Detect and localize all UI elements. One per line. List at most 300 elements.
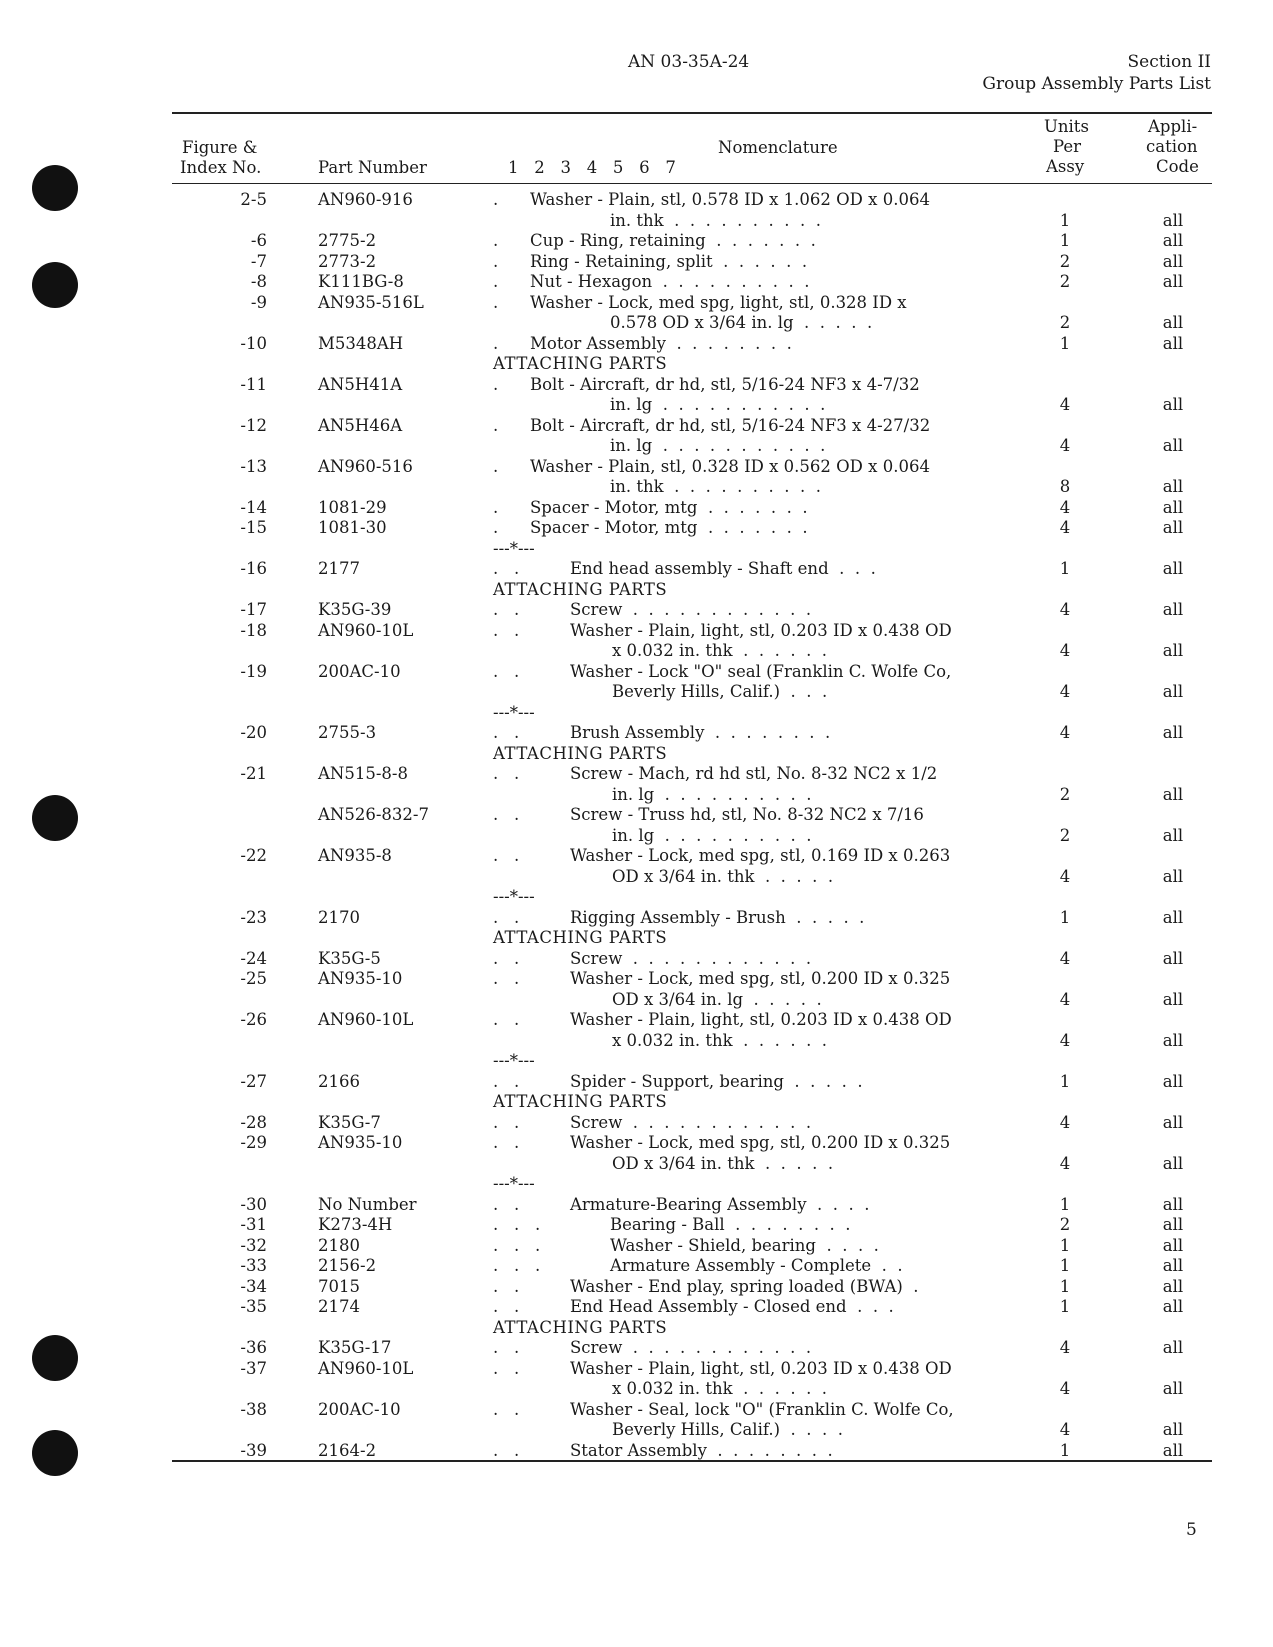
nomenclature: Washer - Shield, bearing . . . . — [610, 1235, 879, 1255]
application-code: all — [1162, 1112, 1184, 1132]
section-title: Group Assembly Parts List — [982, 74, 1211, 94]
part-number: AN960-516 — [318, 456, 413, 476]
col-figure-index-line1: Figure & — [182, 138, 258, 157]
units-per-assy: 2 — [1059, 1215, 1071, 1234]
index-number: -12 — [240, 415, 267, 435]
part-number: 2177 — [318, 559, 360, 578]
table-row — [0, 1277, 1273, 1298]
nomenclature: Washer - Plain, stl, 0.328 ID x 0.562 OD x 0.064 — [530, 456, 930, 476]
header-rule — [172, 112, 1212, 114]
table-row — [0, 682, 1273, 703]
nomenclature: Screw - Truss hd, stl, No. 8-32 NC2 x 7/16 — [570, 805, 924, 824]
application-code: all — [1162, 518, 1184, 537]
table-row — [0, 436, 1273, 457]
application-code: all — [1162, 477, 1184, 496]
table-row — [0, 846, 1273, 867]
application-code: all — [1162, 272, 1184, 291]
units-per-assy: 8 — [1059, 477, 1071, 496]
table-row — [0, 1113, 1273, 1134]
section-label: Section II — [1127, 52, 1211, 72]
table-row — [0, 457, 1273, 478]
application-code: all — [1162, 1297, 1184, 1316]
index-number: -8 — [250, 272, 267, 291]
table-row — [0, 662, 1273, 683]
index-number: -16 — [240, 559, 267, 578]
index-number: -18 — [240, 620, 267, 640]
units-per-assy: 4 — [1059, 641, 1071, 660]
index-number: -31 — [240, 1215, 267, 1234]
units-per-assy: 2 — [1059, 251, 1071, 271]
units-per-assy: 4 — [1059, 989, 1071, 1009]
indent-marker: . . — [493, 1010, 520, 1029]
indent-marker: . . — [493, 620, 520, 640]
part-number: AN935-10 — [318, 1133, 403, 1152]
units-per-assy: 4 — [1059, 1420, 1071, 1439]
part-number: K35G-39 — [318, 600, 392, 619]
table-row — [0, 723, 1273, 744]
index-number: -26 — [240, 1010, 267, 1029]
index-number: -24 — [240, 948, 267, 968]
nomenclature: Beverly Hills, Calif.) . . . — [570, 682, 828, 701]
part-number: 1081-29 — [318, 497, 387, 517]
part-number: AN960-916 — [318, 190, 413, 209]
table-row — [0, 395, 1273, 416]
nomenclature: Motor Assembly . . . . . . . . — [530, 333, 792, 353]
footer-rule — [172, 1460, 1212, 1462]
indent-marker: . . — [493, 1133, 520, 1152]
part-number: AN960-10L — [318, 1010, 414, 1029]
units-per-assy: 4 — [1059, 497, 1071, 517]
table-row — [0, 1379, 1273, 1400]
part-number: K35G-17 — [318, 1338, 392, 1357]
table-row — [0, 498, 1273, 519]
indent-marker: . — [493, 190, 499, 209]
table-row — [0, 375, 1273, 396]
part-number: K35G-7 — [318, 1112, 381, 1132]
nomenclature: Screw . . . . . . . . . . . . — [570, 948, 812, 968]
nomenclature: Nut - Hexagon . . . . . . . . . . — [530, 272, 810, 291]
units-per-assy: 1 — [1059, 1071, 1071, 1091]
part-number: 2164-2 — [318, 1440, 377, 1460]
application-code: all — [1162, 641, 1184, 660]
index-number: -33 — [240, 1256, 267, 1275]
application-code: all — [1162, 1153, 1184, 1173]
table-row — [0, 1256, 1273, 1277]
col-indent-levels: 1 2 3 4 5 6 7 — [508, 158, 676, 177]
units-per-assy: 4 — [1059, 436, 1071, 455]
nomenclature: in. lg . . . . . . . . . . . — [610, 436, 826, 455]
units-per-assy: 1 — [1059, 559, 1071, 578]
index-number: -20 — [240, 723, 267, 742]
nomenclature: x 0.032 in. thk . . . . . . — [570, 1030, 828, 1050]
application-code: all — [1162, 948, 1184, 968]
units-per-assy: 4 — [1059, 1338, 1071, 1357]
units-per-assy: 1 — [1059, 1194, 1071, 1214]
index-number: -22 — [240, 846, 267, 865]
table-row — [0, 354, 1273, 375]
nomenclature: Spacer - Motor, mtg . . . . . . . — [530, 497, 808, 517]
application-code: all — [1162, 907, 1184, 927]
nomenclature: x 0.032 in. thk . . . . . . — [570, 641, 828, 660]
application-code: all — [1162, 989, 1184, 1009]
application-code: all — [1162, 1071, 1184, 1091]
index-number: -19 — [240, 661, 267, 681]
units-per-assy: 1 — [1059, 231, 1071, 250]
part-number: 2773-2 — [318, 251, 377, 271]
part-number: No Number — [318, 1194, 417, 1214]
index-number: -25 — [240, 969, 267, 988]
part-number: 2180 — [318, 1235, 360, 1255]
units-per-assy: 2 — [1059, 313, 1071, 332]
index-number: -14 — [240, 497, 267, 517]
table-row — [0, 1297, 1273, 1318]
indent-marker: ATTACHING PARTS — [493, 1317, 668, 1337]
units-per-assy: 4 — [1059, 600, 1071, 619]
indent-marker: . . — [493, 661, 520, 681]
index-number: -21 — [240, 764, 267, 783]
indent-marker: ---*--- — [493, 887, 535, 906]
units-per-assy: 4 — [1059, 866, 1071, 886]
nomenclature: Screw - Mach, rd hd stl, No. 8-32 NC2 x 1/2 — [570, 764, 938, 783]
application-code: all — [1162, 723, 1184, 742]
table-row — [0, 1031, 1273, 1052]
nomenclature: in. lg . . . . . . . . . . — [570, 825, 812, 845]
index-number: -28 — [240, 1112, 267, 1132]
application-code: all — [1162, 682, 1184, 701]
part-number: AN935-8 — [318, 846, 392, 865]
table-row — [0, 744, 1273, 765]
column-header-rule — [172, 183, 1212, 184]
index-number: -11 — [240, 374, 267, 394]
part-number: 2156-2 — [318, 1256, 377, 1275]
col-figure-index-line2: Index No. — [180, 158, 262, 177]
units-per-assy: 4 — [1059, 518, 1071, 537]
nomenclature: Washer - Lock, med spg, light, stl, 0.328 ID x — [530, 292, 907, 312]
indent-marker: . . — [493, 1358, 520, 1378]
index-number: -17 — [240, 600, 267, 619]
table-row — [0, 887, 1273, 908]
col-app-line3: Code — [1156, 157, 1199, 176]
units-per-assy: 4 — [1059, 1379, 1071, 1398]
table-row — [0, 703, 1273, 724]
part-number: 2170 — [318, 907, 360, 927]
table-row — [0, 1441, 1273, 1462]
index-number: -7 — [250, 251, 267, 271]
part-number: 2174 — [318, 1297, 360, 1316]
indent-marker: ATTACHING PARTS — [493, 743, 668, 763]
application-code: all — [1162, 1256, 1184, 1275]
indent-marker: . — [493, 231, 499, 250]
part-number: AN5H41A — [318, 374, 403, 394]
table-row — [0, 949, 1273, 970]
application-code: all — [1162, 436, 1184, 455]
table-row — [0, 1318, 1273, 1339]
index-number: -23 — [240, 907, 267, 927]
col-nomenclature: Nomenclature — [718, 138, 838, 157]
units-per-assy: 2 — [1059, 784, 1071, 804]
application-code: all — [1162, 1379, 1184, 1398]
table-row — [0, 539, 1273, 560]
part-number: 200AC-10 — [318, 1399, 401, 1419]
application-code: all — [1162, 600, 1184, 619]
units-per-assy: 2 — [1059, 825, 1071, 845]
nomenclature: Spacer - Motor, mtg . . . . . . . — [530, 518, 808, 537]
nomenclature: Bearing - Ball . . . . . . . . — [610, 1215, 851, 1234]
indent-marker: . — [493, 415, 499, 435]
application-code: all — [1162, 1440, 1184, 1460]
part-number: 2166 — [318, 1071, 360, 1091]
units-per-assy: 4 — [1059, 1153, 1071, 1173]
part-number: 7015 — [318, 1276, 360, 1296]
table-row — [0, 1072, 1273, 1093]
nomenclature: Washer - Plain, light, stl, 0.203 ID x 0.438 OD — [570, 620, 952, 640]
table-row — [0, 477, 1273, 498]
index-number: -38 — [240, 1399, 267, 1419]
units-per-assy: 1 — [1059, 1440, 1071, 1460]
table-row — [0, 867, 1273, 888]
nomenclature: in. thk . . . . . . . . . . — [610, 477, 821, 496]
table-row — [0, 416, 1273, 437]
table-row — [0, 928, 1273, 949]
nomenclature: Screw . . . . . . . . . . . . — [570, 600, 812, 619]
application-code: all — [1162, 1338, 1184, 1357]
nomenclature: Stator Assembly . . . . . . . . — [570, 1440, 833, 1460]
indent-marker: . . . — [493, 1235, 541, 1255]
table-row — [0, 1338, 1273, 1359]
index-number: -32 — [240, 1235, 267, 1255]
indent-marker: . . — [493, 1297, 520, 1316]
part-number: AN935-516L — [318, 292, 424, 312]
nomenclature: Washer - Plain, light, stl, 0.203 ID x 0.438 OD — [570, 1358, 952, 1378]
nomenclature: Ring - Retaining, split . . . . . . — [530, 251, 808, 271]
part-number: AN5H46A — [318, 415, 403, 435]
indent-marker: . — [493, 333, 499, 353]
nomenclature: Washer - Lock "O" seal (Franklin C. Wolfe Co, — [570, 661, 952, 681]
col-units-line3: Assy — [1046, 157, 1085, 176]
index-number: -13 — [240, 456, 267, 476]
indent-marker: . . — [493, 907, 520, 927]
table-row — [0, 641, 1273, 662]
indent-marker: . . — [493, 764, 520, 783]
index-number: -37 — [240, 1358, 267, 1378]
indent-marker: . . . — [493, 1256, 541, 1275]
indent-marker: ---*--- — [493, 1051, 535, 1070]
units-per-assy: 1 — [1059, 1235, 1071, 1255]
index-number: -34 — [240, 1276, 267, 1296]
indent-marker: . . — [493, 1399, 520, 1419]
nomenclature: Rigging Assembly - Brush . . . . . — [570, 907, 865, 927]
col-units-line2: Per — [1053, 137, 1082, 156]
nomenclature: End Head Assembly - Closed end . . . — [570, 1297, 894, 1316]
part-number: K35G-5 — [318, 948, 381, 968]
nomenclature: OD x 3/64 in. thk . . . . . — [570, 1153, 834, 1173]
application-code: all — [1162, 1276, 1184, 1296]
indent-marker: ATTACHING PARTS — [493, 354, 668, 373]
table-row — [0, 1400, 1273, 1421]
part-number: AN526-832-7 — [318, 805, 429, 824]
indent-marker: . . — [493, 723, 520, 742]
table-row — [0, 211, 1273, 232]
nomenclature: x 0.032 in. thk . . . . . . — [570, 1379, 828, 1398]
indent-marker: . . — [493, 1071, 520, 1091]
part-number: 200AC-10 — [318, 661, 401, 681]
application-code: all — [1162, 784, 1184, 804]
index-number: -9 — [250, 292, 267, 312]
units-per-assy: 1 — [1059, 1297, 1071, 1316]
nomenclature: Screw . . . . . . . . . . . . — [570, 1112, 812, 1132]
table-row — [0, 252, 1273, 273]
index-number: -6 — [250, 231, 267, 250]
table-row — [0, 600, 1273, 621]
indent-marker: ---*--- — [493, 1174, 535, 1193]
table-row — [0, 785, 1273, 806]
indent-marker: ATTACHING PARTS — [493, 579, 668, 599]
indent-marker: . . — [493, 846, 520, 865]
table-row — [0, 764, 1273, 785]
units-per-assy: 4 — [1059, 682, 1071, 701]
indent-marker: ---*--- — [493, 702, 535, 722]
application-code: all — [1162, 1235, 1184, 1255]
index-number: -10 — [240, 333, 267, 353]
nomenclature: Spider - Support, bearing . . . . . — [570, 1071, 863, 1091]
part-number: AN960-10L — [318, 620, 414, 640]
indent-marker: . . . — [493, 1215, 541, 1234]
col-app-line2: cation — [1146, 137, 1198, 156]
nomenclature: Washer - Seal, lock "O" (Franklin C. Wolfe Co, — [570, 1399, 954, 1419]
doc-number: AN 03-35A-24 — [628, 52, 750, 72]
table-row — [0, 1051, 1273, 1072]
table-row — [0, 908, 1273, 929]
col-app-line1: Appli- — [1148, 117, 1198, 136]
indent-marker: ATTACHING PARTS — [493, 928, 668, 947]
application-code: all — [1162, 333, 1184, 353]
units-per-assy: 4 — [1059, 1030, 1071, 1050]
application-code: all — [1162, 1030, 1184, 1050]
units-per-assy: 4 — [1059, 1112, 1071, 1132]
col-part-number: Part Number — [318, 158, 427, 177]
part-number: M5348AH — [318, 333, 404, 353]
indent-marker: . . — [493, 1440, 520, 1460]
nomenclature: 0.578 OD x 3/64 in. lg . . . . . — [610, 313, 873, 332]
nomenclature: Bolt - Aircraft, dr hd, stl, 5/16-24 NF3 x 4-7/32 — [530, 374, 920, 394]
nomenclature: Armature Assembly - Complete . . — [610, 1256, 903, 1275]
indent-marker: . . — [493, 559, 520, 578]
units-per-assy: 4 — [1059, 948, 1071, 968]
indent-marker: . . — [493, 1276, 520, 1296]
table-row — [0, 1133, 1273, 1154]
table-row — [0, 1092, 1273, 1113]
table-row — [0, 1010, 1273, 1031]
application-code: all — [1162, 313, 1184, 332]
application-code: all — [1162, 497, 1184, 517]
application-code: all — [1162, 559, 1184, 578]
nomenclature: OD x 3/64 in. thk . . . . . — [570, 866, 834, 886]
units-per-assy: 1 — [1059, 210, 1071, 230]
table-row — [0, 805, 1273, 826]
nomenclature: in. lg . . . . . . . . . . . — [610, 395, 826, 414]
index-number: -39 — [240, 1440, 267, 1460]
application-code: all — [1162, 231, 1184, 250]
indent-marker: . . — [493, 1194, 520, 1214]
table-row — [0, 1215, 1273, 1236]
application-code: all — [1162, 1215, 1184, 1234]
nomenclature: OD x 3/64 in. lg . . . . . — [570, 989, 822, 1009]
units-per-assy: 1 — [1059, 1256, 1071, 1275]
nomenclature: Washer - Plain, light, stl, 0.203 ID x 0.438 OD — [570, 1010, 952, 1029]
part-number: K273-4H — [318, 1215, 393, 1234]
part-number: AN960-10L — [318, 1358, 414, 1378]
application-code: all — [1162, 395, 1184, 414]
indent-marker: . . — [493, 805, 520, 824]
units-per-assy: 1 — [1059, 333, 1071, 353]
table-row — [0, 826, 1273, 847]
units-per-assy: 1 — [1059, 1276, 1071, 1296]
indent-marker: . . — [493, 600, 520, 619]
indent-marker: . . — [493, 948, 520, 968]
table-row — [0, 621, 1273, 642]
nomenclature: in. lg . . . . . . . . . . — [570, 784, 812, 804]
indent-marker: . . — [493, 1338, 520, 1357]
table-row — [0, 580, 1273, 601]
table-row — [0, 518, 1273, 539]
application-code: all — [1162, 866, 1184, 886]
nomenclature: Beverly Hills, Calif.) . . . . — [570, 1420, 843, 1439]
indent-marker: ATTACHING PARTS — [493, 1092, 668, 1111]
col-units-line1: Units — [1044, 117, 1089, 136]
indent-marker: . — [493, 251, 499, 271]
part-number: AN935-10 — [318, 969, 403, 988]
indent-marker: . — [493, 497, 499, 517]
units-per-assy: 1 — [1059, 907, 1071, 927]
table-row — [0, 313, 1273, 334]
table-row — [0, 1359, 1273, 1380]
units-per-assy: 4 — [1059, 723, 1071, 742]
table-row — [0, 1420, 1273, 1441]
indent-marker: . . — [493, 1112, 520, 1132]
index-number: -27 — [240, 1071, 267, 1091]
table-row — [0, 1195, 1273, 1216]
indent-marker: . — [493, 374, 499, 394]
table-row — [0, 231, 1273, 252]
nomenclature: Washer - End play, spring loaded (BWA) . — [570, 1276, 919, 1296]
nomenclature: End head assembly - Shaft end . . . — [570, 559, 876, 578]
index-number: -30 — [240, 1194, 267, 1214]
indent-marker: . — [493, 456, 499, 476]
index-number: -36 — [240, 1338, 267, 1357]
table-row — [0, 1154, 1273, 1175]
nomenclature: Armature-Bearing Assembly . . . . — [570, 1194, 870, 1214]
part-number: K111BG-8 — [318, 272, 404, 291]
application-code: all — [1162, 825, 1184, 845]
part-number: AN515-8-8 — [318, 764, 408, 783]
indent-marker: . — [493, 272, 499, 291]
nomenclature: Washer - Lock, med spg, stl, 0.169 ID x 0.263 — [570, 846, 951, 865]
indent-marker: . . — [493, 969, 520, 988]
nomenclature: Brush Assembly . . . . . . . . — [570, 723, 831, 742]
index-number: -29 — [240, 1133, 267, 1152]
nomenclature: Bolt - Aircraft, dr hd, stl, 5/16-24 NF3 x 4-27/32 — [530, 415, 931, 435]
table-row — [0, 334, 1273, 355]
application-code: all — [1162, 210, 1184, 230]
nomenclature: in. thk . . . . . . . . . . — [610, 210, 821, 230]
page-number: 5 — [1186, 1520, 1197, 1540]
indent-marker: . — [493, 518, 499, 537]
part-number: 2775-2 — [318, 231, 377, 250]
application-code: all — [1162, 1194, 1184, 1214]
indent-marker: ---*--- — [493, 538, 535, 558]
part-number: 2755-3 — [318, 723, 377, 742]
index-number: -15 — [240, 518, 267, 537]
